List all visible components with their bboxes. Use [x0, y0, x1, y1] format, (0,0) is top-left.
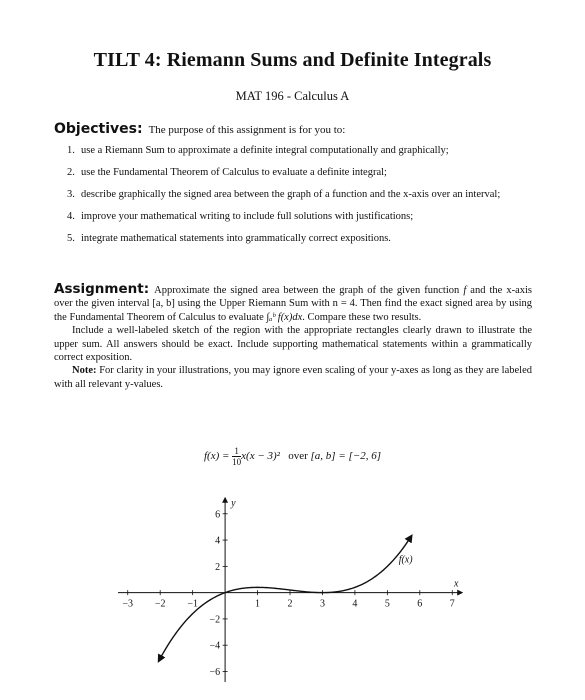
x-tick-label: −3 [122, 598, 134, 610]
fraction-numerator: 1 [232, 446, 241, 457]
objective-item [54, 188, 532, 201]
curve-label: f(x) [398, 554, 413, 566]
assignment-paragraph-2: Include a well-labeled sketch of the region with the appropriate rectangles clearly drawn to illustrate the upper sum. All answers should be exact. Include supporting mathematical statements within a grammatically correct exposition. [54, 325, 532, 364]
assignment-paragraph-1 [54, 283, 532, 324]
objective-number: 4. [67, 211, 75, 222]
x-tick-label: 3 [319, 598, 325, 610]
formula-fraction [232, 446, 241, 467]
objective-item [54, 144, 532, 157]
y-tick-label: 4 [215, 535, 221, 547]
y-tick-label: −4 [209, 640, 221, 652]
x-tick-label: −2 [154, 598, 166, 610]
formula-rhs: x(x − 3)² [241, 450, 280, 463]
y-tick-label: 2 [215, 561, 221, 573]
x-tick-label: 7 [449, 598, 455, 610]
function-formula [0, 446, 585, 467]
objectives-intro: The purpose of this assignment is for you to: [148, 124, 346, 136]
note-label: Note: [72, 365, 97, 377]
objective-item [54, 210, 532, 223]
assignment-heading: Assignment: [54, 281, 150, 297]
objective-item [54, 232, 532, 245]
objective-text: describe graphically the signed area between the graph of a function and the x-axis over an interval; [81, 189, 501, 200]
y-tick-label: 6 [215, 509, 221, 521]
x-tick-label: 1 [255, 598, 261, 610]
formula-over: over [288, 450, 308, 463]
objective-number: 3. [67, 189, 75, 200]
objective-number: 1. [67, 145, 75, 156]
objectives-list [54, 144, 532, 254]
x-tick-label: −1 [187, 598, 198, 610]
objective-item [54, 166, 532, 179]
assignment-note [54, 364, 532, 391]
formula-interval: [a, b] = [−2, 6] [310, 450, 381, 463]
x-axis-label: x [454, 578, 459, 590]
course-name: MAT 196 - Calculus A [235, 89, 350, 103]
x-tick-label: 6 [417, 598, 423, 610]
x-tick-label: 2 [287, 598, 293, 610]
document-title: TILT 4: Riemann Sums and Definite Integrals [93, 49, 492, 71]
x-tick-label: 5 [384, 598, 390, 610]
objective-text: integrate mathematical statements into grammatically correct expositions. [81, 233, 391, 244]
objective-number: 2. [67, 167, 75, 178]
assignment-section [54, 283, 532, 391]
note-text: For clarity in your illustrations, you may ignore even scaling of your y-axes as long as they are labeled with all relevant y-values. [54, 365, 533, 390]
function-symbol: f [463, 285, 467, 296]
objective-text: improve your mathematical writing to include full solutions with justifications; [81, 211, 414, 222]
assignment-text: Approximate the signed area between the graph of the given function [154, 285, 460, 296]
fraction-denominator: 10 [232, 457, 242, 467]
assignment-text: . Compare these two results. [302, 311, 422, 323]
function-graph [100, 490, 480, 690]
assignment-text: and the x-axis over the given interval [a, b] using the Upper Riemann Sum with n = 4. Then find the exact signed area by using the Fundamental Theorem of Calculus to evaluate [54, 285, 533, 323]
x-tick-label: 4 [352, 598, 358, 610]
formula-lhs: f(x) = [203, 450, 230, 463]
objective-number: 5. [67, 233, 75, 244]
objectives-header [54, 122, 532, 137]
y-axis-label: y [231, 498, 236, 509]
y-tick-label: −2 [209, 614, 221, 626]
y-tick-label: −6 [209, 666, 221, 678]
objective-text: use a Riemann Sum to approximate a definite integral computationally and graphically; [81, 145, 449, 156]
objective-text: use the Fundamental Theorem of Calculus to evaluate a definite integral; [81, 167, 387, 178]
objectives-heading: Objectives: [54, 121, 143, 137]
integral-expression: ∫ₐᵇ f(x)dx [266, 311, 303, 323]
